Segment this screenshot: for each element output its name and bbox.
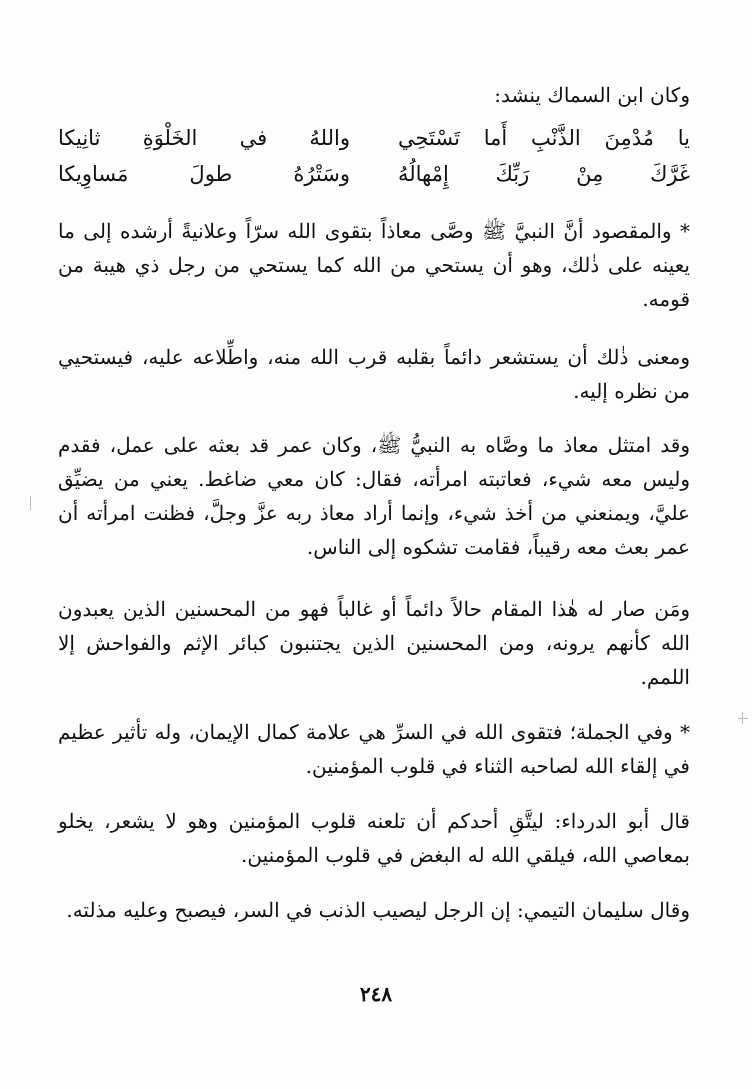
paragraph: قال أبو الدرداء: ليتَّقِ أحدكم أن تلعنه قلوب المؤمنين وهو لا يشعر، يخلو بمعاصي الله، فيلقي الله له البغض في قلوب المؤمنين. bbox=[58, 809, 690, 867]
poem-verse bbox=[58, 120, 690, 192]
paragraph: * وفي الجملة؛ فتقوى الله في السرِّ هي علامة كمال الإيمان، وله تأثير عظيم في إلقاء الله لصاحبه الثناء في قلوب المؤمنين. bbox=[58, 720, 690, 778]
verse-line bbox=[58, 156, 690, 192]
paragraph: وقد امتثل معاذ ما وصَّاه به النبيُّ ﷺ، وكان عمر قد بعثه على عمل، فقدم وليس معه شيء، فعاتبته امرأته، فقال: كان معي ضاغط. يعني من يضيِّق عليَّ، ويمنعني من أخذ شيء، وإنما أراد معاذ ربه عزَّ وجلَّ، فظنت امرأته أن عمر بعث معه رقيباً، فقامت تشكوه إلى الناس. bbox=[58, 433, 690, 559]
scan-mark bbox=[30, 496, 31, 510]
verse-line bbox=[58, 120, 690, 156]
page-number: ٢٤٨ bbox=[359, 982, 393, 1006]
paragraph: وقال سليمان التيمي: إن الرجل ليصيب الذنب في السر، فيصبح وعليه مذلته. bbox=[66, 898, 690, 922]
paragraph: ومَن صار له هٰذا المقام حالاً دائماً أو غالباً فهو من المحسنين الذين يعبدون الله كأنهم يرونه، ومن المحسنين الذين يجتنبون كبائر الإثم والفواحش إلا اللمم. bbox=[58, 597, 690, 689]
scan-mark bbox=[742, 712, 743, 724]
verse-first-hemistich: غَرَّكَ مِنْ رَبِّكَ إِمْهالُهُ bbox=[398, 162, 690, 186]
verse-first-hemistich: يا مُدْمِنَ الذَّنْبِ أَما تَسْتَحِي bbox=[398, 126, 690, 150]
paragraph: ومعنى ذٰلك أن يستشعر دائماً بقلبه قرب الله منه، واطِّلاعه عليه، فيستحيي من نظره إليه. bbox=[58, 345, 690, 403]
intro-line: وكان ابن السماك ينشد: bbox=[494, 83, 690, 107]
scan-mark bbox=[738, 718, 748, 719]
verse-second-hemistich: واللهُ في الخَلْوَةِ ثانِيكا bbox=[58, 126, 350, 150]
paragraph: * والمقصود أنَّ النبيَّ ﷺ وصَّى معاذاً بتقوى الله سرّاً وعلانيةً أرشده إلى ما يعينه على ذٰلك، وهو أن يستحي من الله كما يستحي من رجل ذي هيبة من قومه. bbox=[58, 219, 690, 311]
verse-second-hemistich: وسَتْرُهُ طولَ مَساوِيكا bbox=[58, 162, 350, 186]
